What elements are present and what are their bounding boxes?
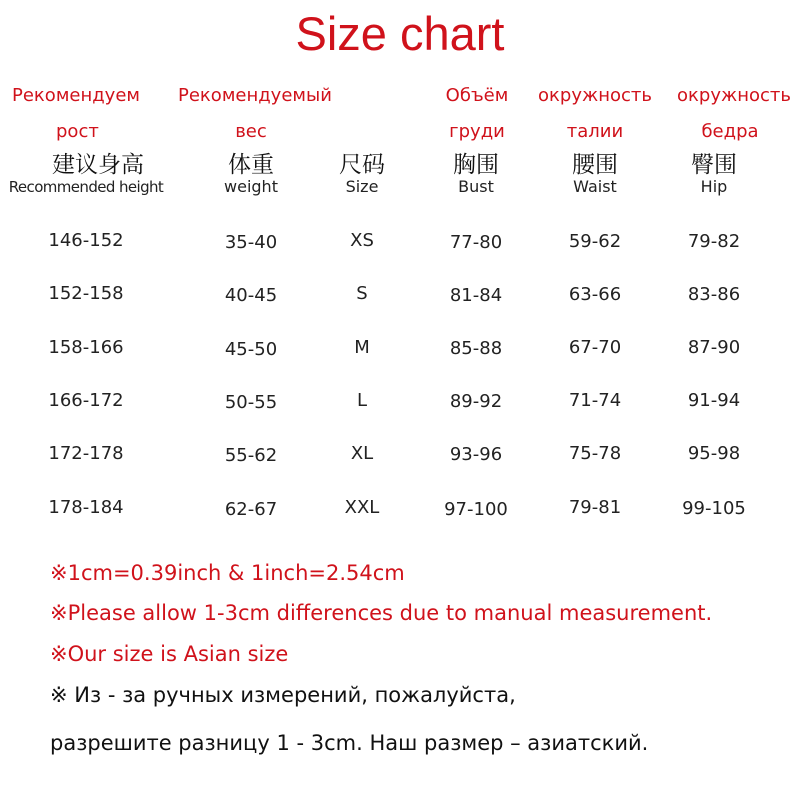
cell-hip: 83-86 bbox=[687, 284, 741, 305]
cell-height: 172-178 bbox=[48, 443, 124, 464]
header-waist-ru2: талии bbox=[566, 121, 624, 142]
header-size-zh: 尺码 bbox=[339, 152, 385, 178]
header-height-zh: 建议身高 bbox=[52, 152, 144, 178]
header-hip-ru2: бедра bbox=[701, 121, 759, 142]
note-asian-size: ※Our size is Asian size bbox=[50, 642, 289, 666]
cell-height: 146-152 bbox=[48, 230, 124, 251]
cell-weight: 55-62 bbox=[224, 445, 278, 466]
header-hip-zh: 臀围 bbox=[691, 152, 737, 178]
header-size-en: Size bbox=[345, 177, 379, 196]
cell-waist: 63-66 bbox=[568, 284, 622, 305]
cell-height: 158-166 bbox=[48, 337, 124, 358]
header-waist-ru1: окружность bbox=[538, 85, 652, 106]
cell-size: XS bbox=[350, 230, 374, 251]
cell-hip: 87-90 bbox=[687, 337, 741, 358]
header-height-ru1: Рекомендуем bbox=[12, 85, 140, 106]
header-bust-zh: 胸围 bbox=[453, 152, 499, 178]
header-height-ru2: рост bbox=[56, 121, 99, 142]
cell-bust: 97-100 bbox=[444, 499, 508, 520]
cell-hip: 95-98 bbox=[687, 443, 741, 464]
header-hip-en: Hip bbox=[700, 177, 728, 196]
cell-hip: 99-105 bbox=[682, 498, 746, 519]
header-height-en: Recommended height bbox=[8, 178, 164, 196]
header-waist-en: Waist bbox=[573, 177, 617, 196]
header-weight-en: weight bbox=[224, 177, 278, 196]
cell-waist: 67-70 bbox=[568, 337, 622, 358]
cell-size: L bbox=[356, 390, 368, 411]
cell-height: 152-158 bbox=[48, 283, 124, 304]
cell-bust: 77-80 bbox=[449, 232, 503, 253]
cell-height: 166-172 bbox=[48, 390, 124, 411]
cell-hip: 91-94 bbox=[687, 390, 741, 411]
cell-weight: 45-50 bbox=[224, 339, 278, 360]
header-weight-ru2: вес bbox=[235, 121, 267, 142]
cell-bust: 81-84 bbox=[449, 285, 503, 306]
cell-height: 178-184 bbox=[48, 497, 124, 518]
page-title: Size chart bbox=[295, 7, 505, 60]
cell-weight: 50-55 bbox=[224, 392, 278, 413]
note-conversion: ※1cm=0.39inch & 1inch=2.54cm bbox=[50, 561, 405, 585]
header-bust-en: Bust bbox=[458, 177, 494, 196]
cell-bust: 85-88 bbox=[449, 338, 503, 359]
cell-hip: 79-82 bbox=[687, 231, 741, 252]
header-bust-ru2: груди bbox=[449, 121, 505, 142]
cell-waist: 75-78 bbox=[568, 443, 622, 464]
cell-bust: 89-92 bbox=[449, 391, 503, 412]
cell-size: XL bbox=[350, 443, 374, 464]
cell-waist: 71-74 bbox=[568, 390, 622, 411]
note-ru-line1: ※ Из - за ручных измерений, пожалуйста, bbox=[50, 683, 516, 707]
header-weight-ru1: Рекомендуемый bbox=[178, 85, 332, 106]
header-bust-ru1: Объём bbox=[445, 85, 509, 106]
cell-waist: 79-81 bbox=[568, 497, 622, 518]
cell-weight: 62-67 bbox=[224, 499, 278, 520]
cell-size: M bbox=[354, 337, 370, 358]
note-ru-line2: разрешите разницу 1 - 3cm. Наш размер – азиатский. bbox=[50, 731, 649, 755]
cell-bust: 93-96 bbox=[449, 444, 503, 465]
header-hip-ru1: окружность bbox=[677, 85, 791, 106]
cell-weight: 40-45 bbox=[224, 285, 278, 306]
note-difference: ※Please allow 1-3cm differences due to manual measurement. bbox=[50, 601, 713, 625]
header-weight-zh: 体重 bbox=[228, 152, 274, 178]
cell-size: XXL bbox=[344, 497, 380, 518]
cell-waist: 59-62 bbox=[568, 231, 622, 252]
cell-weight: 35-40 bbox=[224, 232, 278, 253]
cell-size: S bbox=[356, 283, 368, 304]
header-waist-zh: 腰围 bbox=[572, 152, 618, 178]
